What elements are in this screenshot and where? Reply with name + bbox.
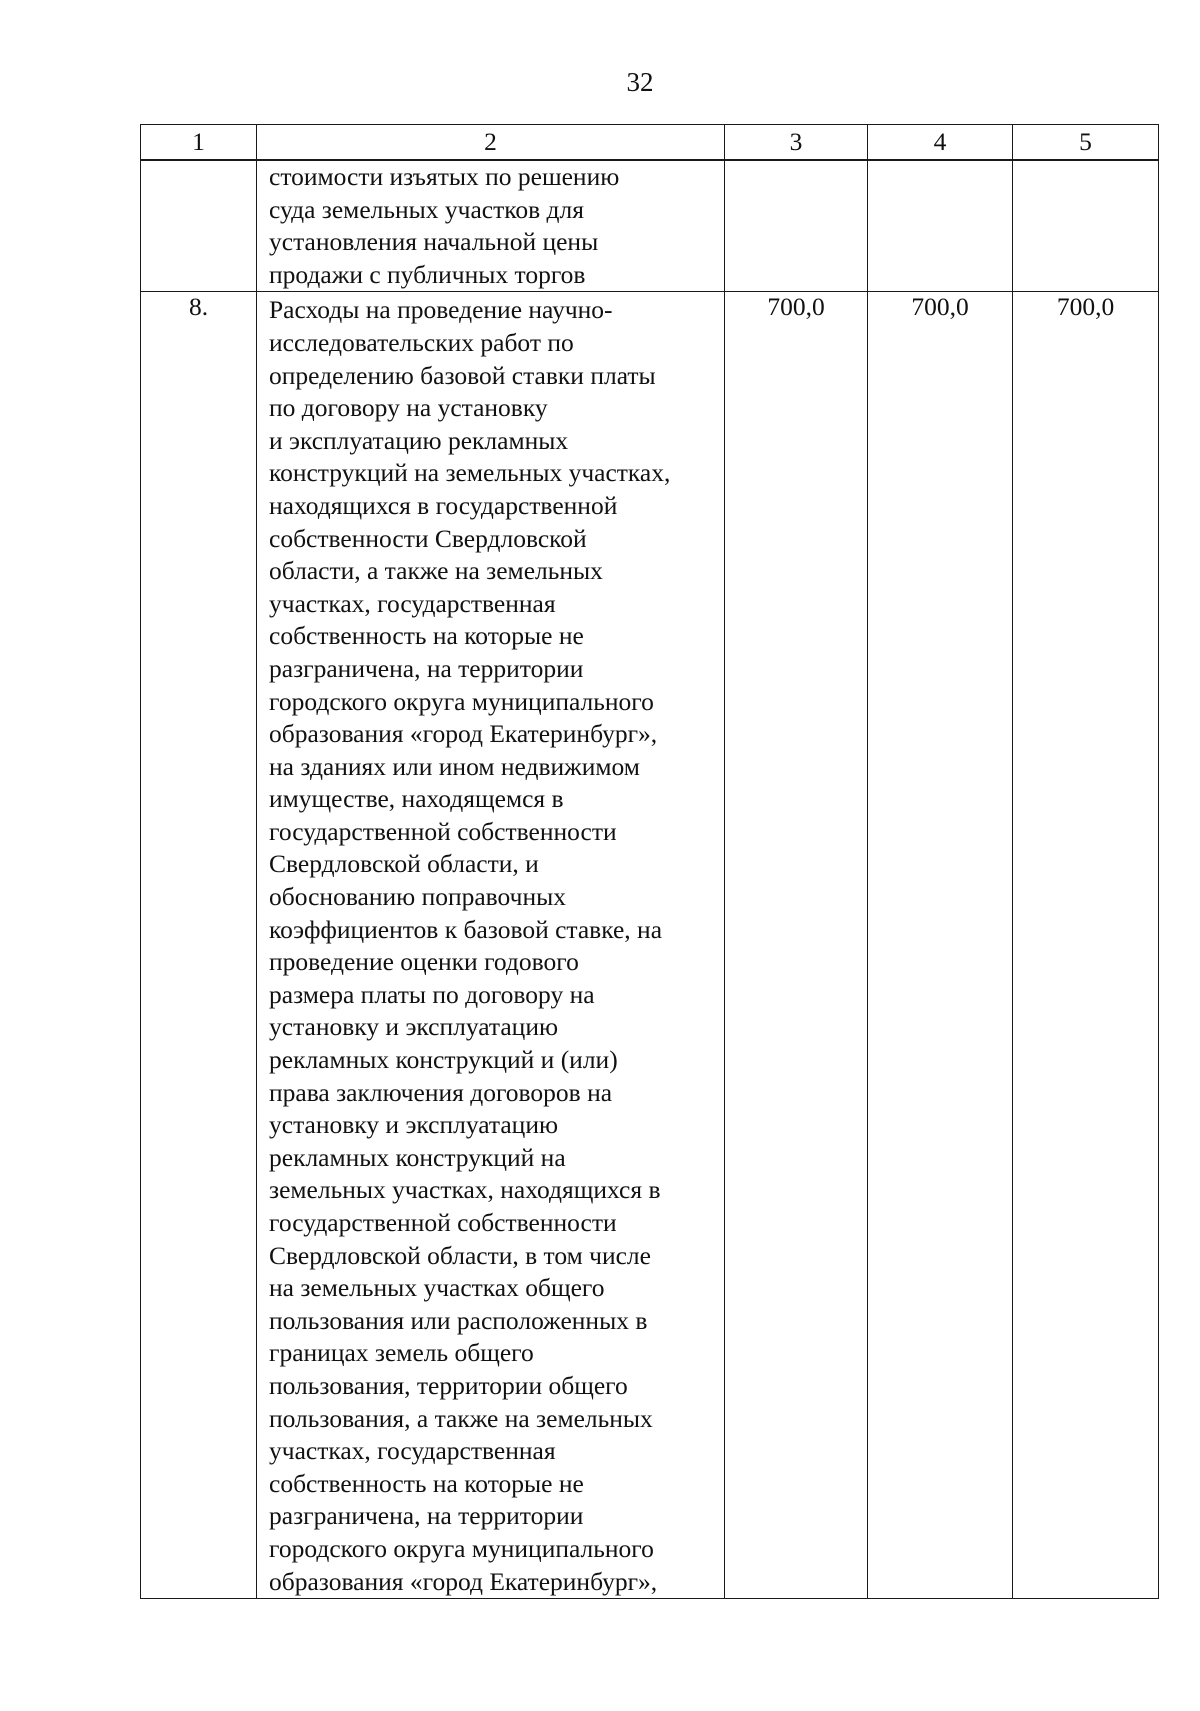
text-line: земельных участках, находящихся в [269,1175,661,1205]
header-col-4: 4 [868,125,1013,161]
table-row-item-8 [141,292,1159,1599]
description-text [257,292,724,1598]
text-line: находящихся в государственной [269,490,618,520]
text-line: пользования, а также на земельных [269,1403,653,1433]
page-number: 32 [626,67,654,97]
text-line: на зданиях или ином недвижимом [269,751,640,781]
text-line: пользования или расположенных в [269,1305,648,1335]
text-line: на земельных участках общего [269,1273,605,1303]
text-line: исследовательских работ по [269,327,574,357]
text-line: права заключения договоров на [269,1077,613,1107]
text-line: определению базовой ставки платы [269,360,656,390]
description-cell [257,292,725,1599]
text-line: коэффициентов к базовой ставке, на [269,914,663,944]
value-cell-col-4 [868,160,1013,292]
value-cell-col-4: 700,0 [868,292,1013,1599]
text-line: по договору на установку [269,393,548,423]
table-header-row [141,125,1159,161]
text-line: границах земель общего [269,1338,534,1368]
text-line: суда земельных участков для [269,194,584,224]
text-line: рекламных конструкций и (или) [269,1045,618,1075]
text-line: Расходы на проведение научно- [269,295,613,325]
text-line: Свердловской области, и [269,849,539,879]
description-cell [257,160,725,292]
header-col-1: 1 [141,125,257,161]
text-line: образования «город Екатеринбург», [269,1566,658,1596]
text-line: разграничена, на территории [269,653,584,683]
text-line: продажи с публичных торгов [269,259,586,289]
text-line: рекламных конструкций на [269,1142,566,1172]
text-line: имуществе, находящемся в [269,784,564,814]
text-line: участках, государственная [269,588,556,618]
text-line: собственность на которые не [269,1468,584,1498]
value-cell-col-5 [1013,160,1159,292]
header-col-5: 5 [1013,125,1159,161]
text-line: государственной собственности [269,1208,617,1237]
text-line: и эксплуатацию рекламных [269,425,569,455]
text-line: участках, государственная [269,1436,556,1466]
text-line: городского округа муниципального [269,1533,654,1563]
description-text [257,161,724,291]
text-line: конструкций на земельных участках, [269,458,671,488]
value-cell-col-5: 700,0 [1013,292,1159,1599]
text-line: собственность на которые не [269,621,584,651]
budget-table [140,124,1159,1599]
text-line: образования «город Екатеринбург», [269,719,658,749]
text-line: государственной собственности [269,816,617,846]
text-line: Свердловской области, в том числе [269,1240,651,1270]
row-number-cell: 8. [141,292,257,1599]
value-cell-col-3: 700,0 [725,292,868,1599]
header-col-2: 2 [257,125,725,161]
text-line: установления начальной цены [269,227,599,257]
table-row-continuation [141,160,1159,292]
text-line: установку и эксплуатацию [269,1110,559,1140]
text-line: разграничена, на территории [269,1501,584,1531]
text-line: пользования, территории общего [269,1370,628,1400]
text-line: собственности Свердловской [269,523,587,553]
text-line: области, а также на земельных [269,556,603,586]
header-col-3: 3 [725,125,868,161]
text-line: размера платы по договору на [269,979,595,1009]
value-cell-col-3 [725,160,868,292]
text-line: стоимости изъятых по решению [269,162,620,191]
text-line: проведение оценки годового [269,947,579,977]
text-line: городского округа муниципального [269,686,654,716]
text-line: установку и эксплуатацию [269,1012,559,1042]
text-line: обоснованию поправочных [269,882,566,912]
row-number-cell [141,160,257,292]
